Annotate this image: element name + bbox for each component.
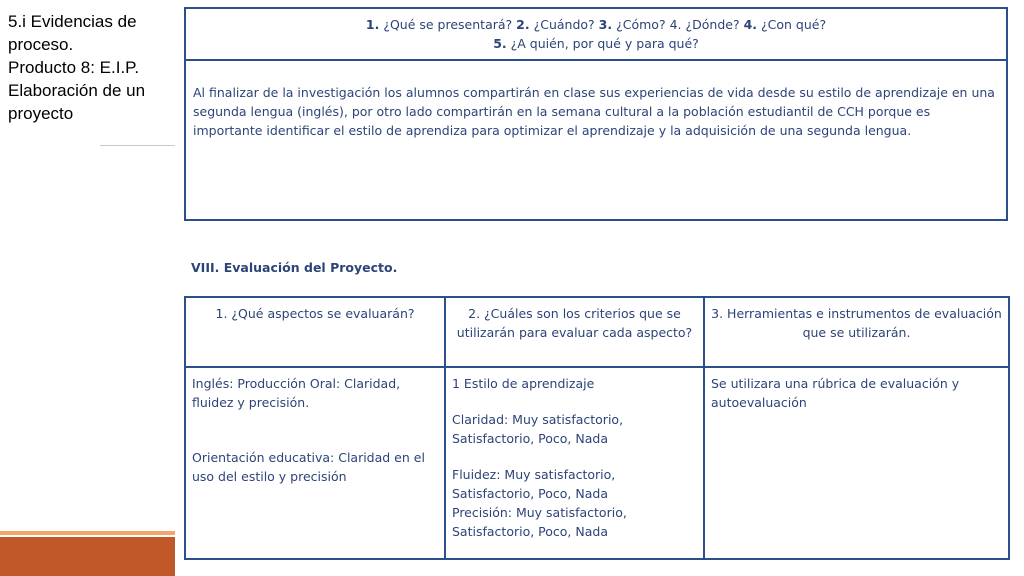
q3-text: ¿Cómo?	[616, 17, 666, 32]
presentation-questions	[186, 9, 1006, 61]
questions-line-2	[186, 34, 1006, 53]
q4b-text: ¿Con qué?	[761, 17, 827, 32]
q3-number: 3.	[598, 17, 613, 32]
header-criteria: 2. ¿Cuáles son los criterios que se utilizarán para evaluar cada aspecto?	[445, 297, 704, 367]
evaluation-table	[184, 296, 1010, 560]
q2-text: ¿Cuándo?	[533, 17, 595, 32]
q1-text: ¿Qué se presentará?	[383, 17, 513, 32]
q5-text: ¿A quién, por qué y para qué?	[510, 36, 699, 51]
criteria-clarity: Claridad: Muy satisfactorio, Satisfactorio, Poco, Nada	[452, 412, 624, 446]
presentation-table	[184, 7, 1008, 221]
slide-title-line: Elaboración de un	[8, 81, 146, 100]
q4b-number: 4.	[743, 17, 758, 32]
q4a-number: 4.	[669, 17, 682, 32]
q5-number: 5.	[493, 36, 507, 51]
tools-cell	[704, 367, 1009, 559]
presentation-answer: Al finalizar de la investigación los alumnos compartirán en clase sus experiencias de vida desde su estilo de aprendizaje en una segunda lengua (inglés), por otro lado compartirán en la semana cultural a la población estudiantil de CCH porque es importante identificar el estilo de aprendiza para optimizar el aprendizaje y la adquisición de una segunda lengua.	[193, 85, 995, 138]
slide-title	[8, 10, 168, 125]
aspect-orientation: Orientación educativa: Claridad en el uso del estilo y precisión	[192, 450, 425, 484]
criteria-cell	[445, 367, 704, 559]
accent-block	[0, 537, 175, 576]
aspect-english: Inglés: Producción Oral: Claridad, fluidez y precisión.	[192, 376, 401, 410]
title-divider	[100, 145, 175, 146]
header-tools: 3. Herramientas e instrumentos de evaluación que se utilizarán.	[704, 297, 1009, 367]
evaluation-section-title: VIII. Evaluación del Proyecto.	[191, 260, 398, 275]
q1-number: 1.	[365, 17, 380, 32]
accent-line	[0, 531, 175, 535]
questions-line-1	[186, 15, 1006, 34]
q2-number: 2.	[516, 17, 530, 32]
evaluation-body-row	[185, 367, 1009, 559]
evaluation-header-row	[185, 297, 1009, 367]
criteria-fluency: Fluidez: Muy satisfactorio, Satisfactorio, Poco, Nada	[452, 467, 616, 501]
q4a-text: ¿Dónde?	[685, 17, 740, 32]
criteria-style: 1 Estilo de aprendizaje	[452, 376, 595, 391]
slide-title-line: proceso.	[8, 35, 74, 54]
slide-title-line: 5.i Evidencias de	[8, 12, 137, 31]
tool-rubric: Se utilizara una rúbrica de evaluación y autoevaluación	[711, 376, 960, 410]
slide-title-line: Producto 8: E.I.P.	[8, 58, 140, 77]
aspects-cell	[185, 367, 445, 559]
criteria-precision: Precisión: Muy satisfactorio, Satisfactorio, Poco, Nada	[452, 505, 627, 539]
slide-title-line: proyecto	[8, 104, 74, 123]
header-aspects: 1. ¿Qué aspectos se evaluarán?	[185, 297, 445, 367]
